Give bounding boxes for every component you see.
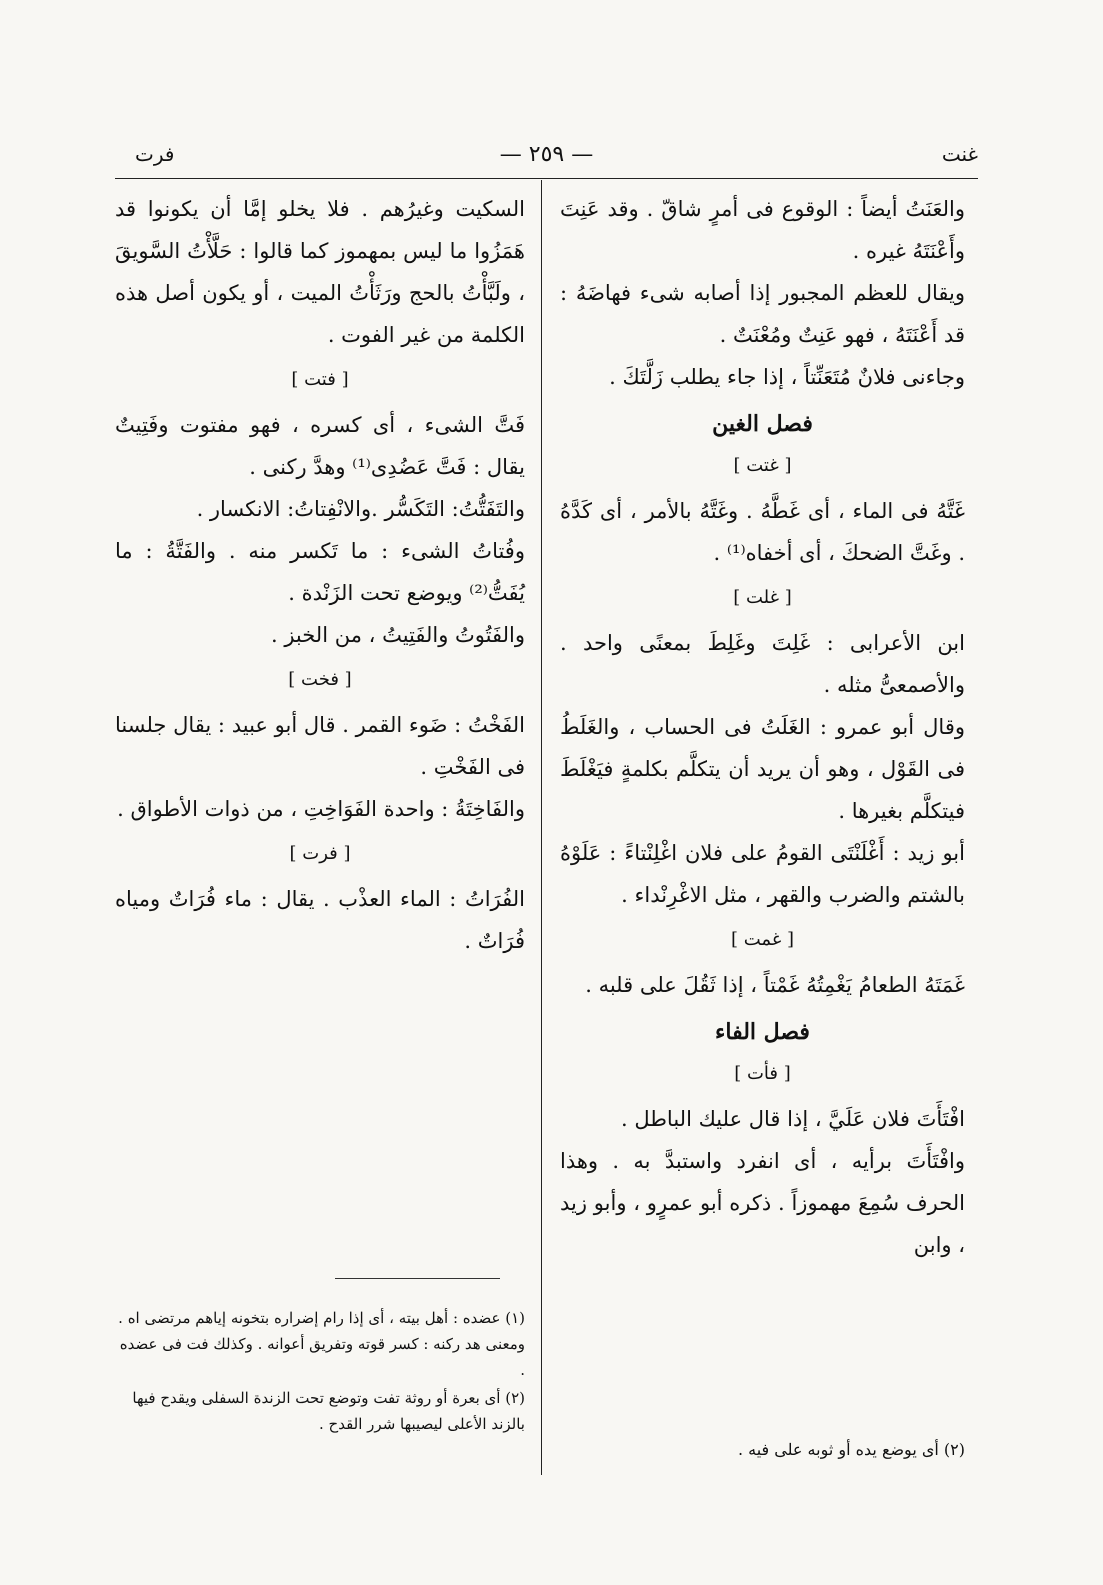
paragraph: الفُرَاتُ : الماء العذْب . يقال : ماء فُرَاتٌ ومياه فُرَاتٌ .: [115, 887, 525, 953]
footnote: (٢) أى يوضع يده أو ثوبه على فيه .: [737, 1440, 965, 1459]
footnote-separator: [335, 1278, 500, 1279]
entry-heading: [ غلت ]: [733, 587, 792, 608]
footnotes: [115, 1305, 525, 1439]
entry-heading: [ فخت ]: [288, 669, 352, 690]
section-heading: فصل الغين: [712, 411, 813, 437]
paragraph: وقال أبو عمرو : الغَلَتُ فى الحساب ، والغَلَطُ فى القَوْل ، وهو أن يريد أن يتكلَّم بكلمةٍ فيَغْلَطَ فيتكلَّم بغيرها .: [560, 715, 965, 823]
paragraph: الفَخْتُ : ضَوء القمر . قال أبو عبيد : يقال جلسنا فى الفَخْتِ .: [115, 713, 525, 779]
left-column: [115, 188, 525, 962]
paragraph: وفُتاتُ الشىء : ما تَكسر منه . والفَتَّةُ : ما يُفَتُّ⁽²⁾ ويوضع تحت الزَنْدة .: [115, 539, 525, 605]
entry-heading: [ فأت ]: [734, 1063, 791, 1084]
footnote: (٢) أى بعرة أو روثة تفت وتوضع تحت الزندة السفلى ويقدح فيها بالزند الأعلى ليصيبها شرر القدح .: [132, 1389, 525, 1433]
paragraph: والفَاخِتَةُ : واحدة الفَوَاخِتِ ، من ذوات الأطواق .: [117, 797, 525, 821]
header-first-entry: غنت: [941, 142, 978, 166]
paragraph: افْتَأَتَ فلان عَلَيَّ ، إذا قال عليك الباطل .: [620, 1107, 965, 1131]
entry-heading: [ غمت ]: [731, 929, 794, 950]
right-column: [560, 188, 965, 1266]
paragraph: غَمَتَهُ الطعامُ يَغْمِتُهُ غَمْتاً ، إذا ثَقُلَ على قلبه .: [585, 973, 965, 997]
paragraph: والتَفَتُّتُ: التَكَسُّر .والانْفِتاتُ: الانكسار .: [196, 497, 525, 521]
paragraph: ابن الأعرابى : غَلِتَ وغَلِطَ بمعنًى واحد . والأصمعىُّ مثله .: [560, 631, 965, 697]
paragraph: وافْتَأَتَ برأيه ، أى انفرد واستبدَّ به . وهذا الحرف سُمِعَ مهموزاً . ذكره أبو عمرٍو ، وأبو زيد ، وابن: [560, 1149, 965, 1257]
paragraph: والعَنَتُ أيضاً : الوقوع فى أمرٍ شاقّ . وقد عَنِتَ وأَعْنَتَهُ غيره .: [560, 197, 965, 263]
footnote: (١) عضده : أهل بيته ، أى إذا رام إضراره بتخونه إياهم مرتضى اه . ومعنى هد ركنه : كسر قوته وتفريق أعوانه . وكذلك فت فى عضده .: [118, 1309, 525, 1379]
entry-heading: [ غتت ]: [733, 455, 792, 476]
paragraph: السكيت وغيرُهم . فلا يخلو إمَّا أن يكونوا قد هَمَزُوا ما ليس بمهموز كما قالوا : حَلَّأْتُ السَّويقَ ، ولَبَّأْتُ بالحج ورَثَأْتُ الميت ، أو يكون أصل هذه الكلمة من غير الفوت .: [115, 197, 525, 347]
section-heading: فصل الفاء: [715, 1019, 810, 1045]
paragraph: وجاءنى فلانٌ مُتَعَنِّتاً ، إذا جاء يطلب زَلَّتَكَ .: [609, 365, 965, 389]
page-header: [115, 142, 978, 179]
column-divider: [541, 180, 542, 1475]
entry-heading: [ فتت ]: [291, 369, 349, 390]
entry-heading: [ فرت ]: [289, 843, 351, 864]
page-number: — ٢٥٩ —: [499, 142, 594, 167]
paragraph: فَتَّ الشىء ، أى كسره ، فهو مفتوت وفَتِيتٌ يقال : فَتَّ عَضُدِى⁽¹⁾ وهدَّ ركنى .: [115, 413, 525, 479]
paragraph: والفَتُوتُ والفَتِيتُ ، من الخبز .: [270, 623, 525, 647]
paragraph: أبو زيد : أَغْلَنْتَى القومُ على فلان اغْلِنْتاءً : عَلَوْهُ بالشتم والضرب والقهر ، مثل الاغْرِنْداء .: [560, 841, 965, 907]
paragraph: غَتَّهُ فى الماء ، أى غَطَّهُ . وغَتَّهُ بالأمر ، أى كَدَّهُ . وغَتَّ الضحكَ ، أى أخفاه⁽¹⁾ .: [560, 499, 965, 565]
paragraph: ويقال للعظم المجبور إذا أصابه شىء فهاضَهُ : قد أَعْنَتَهُ ، فهو عَنِتٌ ومُعْنَتٌ .: [560, 281, 965, 347]
header-last-entry: فرت: [135, 142, 175, 166]
